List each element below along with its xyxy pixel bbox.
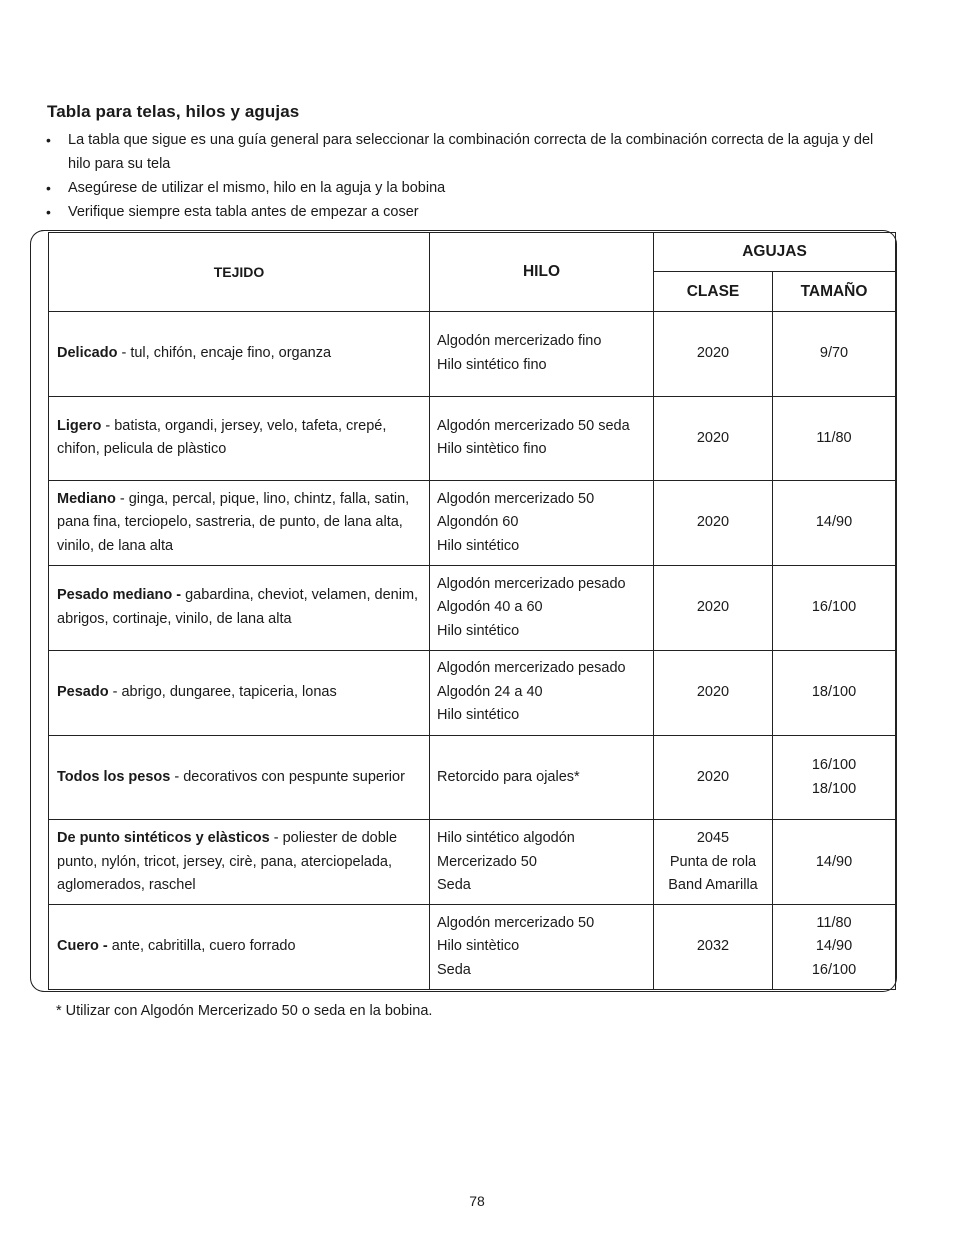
thread-line: Algodón mercerizado pesado bbox=[437, 660, 626, 677]
footnote: * Utilizar con Algodón Mercerizado 50 o seda en la bobina. bbox=[56, 1003, 433, 1019]
needle-class-line: Punta de rola bbox=[669, 853, 757, 870]
needle-size-line: 18/100 bbox=[811, 683, 857, 700]
table-row bbox=[49, 650, 896, 735]
header-fabric: TEJIDO bbox=[49, 233, 430, 312]
needle-class-line: Band Amarilla bbox=[668, 877, 758, 894]
thread-line: Hilo sintètico fino bbox=[437, 441, 547, 458]
needle-size-line: 9/70 bbox=[819, 344, 849, 361]
needle-class-line: 2020 bbox=[696, 429, 730, 446]
thread-line: Seda bbox=[437, 877, 471, 894]
needle-size-cell bbox=[773, 735, 896, 820]
fabric-cell bbox=[49, 905, 430, 990]
needle-size-line: 14/90 bbox=[815, 853, 853, 870]
page-number: 78 bbox=[469, 1193, 485, 1209]
thread-line: Mercerizado 50 bbox=[437, 853, 537, 870]
needle-class-cell bbox=[654, 650, 773, 735]
table-row bbox=[49, 396, 896, 481]
needle-class-cell bbox=[654, 820, 773, 905]
needle-size-line: 16/100 bbox=[811, 599, 857, 616]
thread-cell bbox=[430, 311, 654, 396]
thread-line: Hilo sintético bbox=[437, 537, 520, 554]
thread-line: Algodón mercerizado 50 bbox=[437, 490, 595, 507]
thread-cell bbox=[430, 735, 654, 820]
thread-line: Hilo sintético bbox=[437, 622, 520, 639]
fabric-cell bbox=[49, 735, 430, 820]
fabric-description: - ginga, percal, pique, lino, chintz, falla, satin, pana fina, terciopelo, sastreria, de punto, de lana alta, vinilo, de lana alta bbox=[57, 490, 410, 554]
needle-size-line: 11/80 bbox=[816, 429, 852, 446]
needle-size-line: 18/100 bbox=[811, 780, 857, 797]
needle-class-line: 2020 bbox=[696, 768, 730, 785]
needle-class-line: 2020 bbox=[696, 683, 730, 700]
needle-size-cell bbox=[773, 311, 896, 396]
thread-line: Algodón mercerizado pesado bbox=[437, 575, 626, 592]
fabric-description: - poliester de doble punto, nylón, tricot, jersey, cirè, pana, aterciopelada, aglomerados, raschel bbox=[57, 830, 398, 894]
fabric-name: Mediano bbox=[57, 490, 116, 507]
thread-line: Hilo sintético bbox=[437, 707, 520, 724]
thread-line: Hilo sintètico bbox=[437, 938, 520, 955]
needle-size-cell bbox=[773, 905, 896, 990]
thread-cell bbox=[430, 650, 654, 735]
page-title: Tabla para telas, hilos y agujas bbox=[47, 102, 300, 121]
needle-size-line: 14/90 bbox=[815, 514, 853, 531]
table-row bbox=[49, 481, 896, 566]
table-row bbox=[49, 566, 896, 651]
thread-cell bbox=[430, 481, 654, 566]
needle-class-cell bbox=[654, 481, 773, 566]
needle-size-cell bbox=[773, 650, 896, 735]
needle-class-cell bbox=[654, 735, 773, 820]
needle-size-cell bbox=[773, 481, 896, 566]
needle-class-cell bbox=[654, 311, 773, 396]
thread-line: Algondón 60 bbox=[437, 514, 519, 531]
thread-line: Algodón 40 a 60 bbox=[437, 599, 543, 616]
fabric-name: Pesado bbox=[57, 683, 109, 700]
table-row bbox=[49, 311, 896, 396]
thread-line: Hilo sintético algodón bbox=[437, 830, 575, 847]
fabric-thread-needle-table bbox=[48, 232, 896, 990]
intro-bullet-list bbox=[46, 128, 876, 224]
needle-class-line: 2045 bbox=[696, 830, 730, 847]
bullet-item: • La tabla que sigue es una guía general para seleccionar la combinación correcta de la combinación correcta de la aguja y del hilo para su tela bbox=[46, 128, 876, 176]
needle-class-cell bbox=[654, 566, 773, 651]
header-needles: AGUJAS bbox=[654, 233, 896, 272]
fabric-name: Delicado bbox=[57, 344, 118, 361]
header-thread: HILO bbox=[430, 233, 654, 312]
needle-class-line: 2020 bbox=[696, 344, 730, 361]
thread-line: Hilo sintético fino bbox=[437, 356, 547, 373]
header-class: CLASE bbox=[654, 272, 773, 311]
fabric-name: Todos los pesos bbox=[57, 768, 171, 785]
needle-class-line: 2020 bbox=[696, 514, 730, 531]
thread-line: Algodón mercerizado 50 bbox=[437, 914, 595, 931]
fabric-cell bbox=[49, 566, 430, 651]
needle-size-cell bbox=[773, 820, 896, 905]
table-row bbox=[49, 820, 896, 905]
fabric-description: gabardina, cheviot, velamen, denim, abrigos, cortinaje, vinilo, de lana alta bbox=[57, 587, 419, 627]
thread-line: Algodón 24 a 40 bbox=[437, 683, 543, 700]
header-size: TAMAÑO bbox=[773, 272, 896, 311]
fabric-cell bbox=[49, 311, 430, 396]
fabric-description: - decorativos con pespunte superior bbox=[170, 768, 405, 785]
fabric-name: Cuero - bbox=[57, 938, 108, 955]
thread-line: Algodón mercerizado 50 seda bbox=[437, 417, 630, 434]
thread-cell bbox=[430, 566, 654, 651]
needle-class-line: 2032 bbox=[696, 938, 730, 955]
fabric-cell bbox=[49, 650, 430, 735]
needle-size-line: 14/90 bbox=[815, 938, 853, 955]
needle-class-cell bbox=[654, 905, 773, 990]
thread-line: Algodón mercerizado fino bbox=[437, 333, 602, 350]
needle-class-cell bbox=[654, 396, 773, 481]
needle-size-line: 11/80 bbox=[816, 914, 852, 931]
fabric-cell bbox=[49, 820, 430, 905]
table-row bbox=[49, 735, 896, 820]
fabric-description: - tul, chifón, encaje fino, organza bbox=[117, 344, 332, 361]
fabric-name: De punto sintéticos y elàsticos bbox=[57, 830, 270, 847]
needle-size-line: 16/100 bbox=[811, 757, 857, 774]
bullet-item: • Verifique siempre esta tabla antes de empezar a coser bbox=[46, 200, 876, 224]
thread-cell bbox=[430, 396, 654, 481]
fabric-cell bbox=[49, 396, 430, 481]
thread-cell bbox=[430, 905, 654, 990]
fabric-description: - batista, organdi, jersey, velo, tafeta, crepé, chifon, pelicula de plàstico bbox=[57, 417, 387, 458]
bullet-item: • Asegúrese de utilizar el mismo, hilo en la aguja y la bobina bbox=[46, 176, 876, 200]
thread-line: Retorcido para ojales* bbox=[437, 768, 580, 785]
needle-class-line: 2020 bbox=[696, 599, 730, 616]
fabric-name: Ligero bbox=[57, 417, 102, 434]
fabric-name: Pesado mediano - bbox=[57, 587, 182, 604]
needle-size-cell bbox=[773, 566, 896, 651]
thread-line: Seda bbox=[437, 961, 471, 978]
fabric-cell bbox=[49, 481, 430, 566]
thread-cell bbox=[430, 820, 654, 905]
fabric-description: - abrigo, dungaree, tapiceria, lonas bbox=[108, 683, 337, 700]
fabric-description: ante, cabritilla, cuero forrado bbox=[107, 938, 296, 955]
needle-size-cell bbox=[773, 396, 896, 481]
table-row bbox=[49, 905, 896, 990]
needle-size-line: 16/100 bbox=[811, 961, 857, 978]
